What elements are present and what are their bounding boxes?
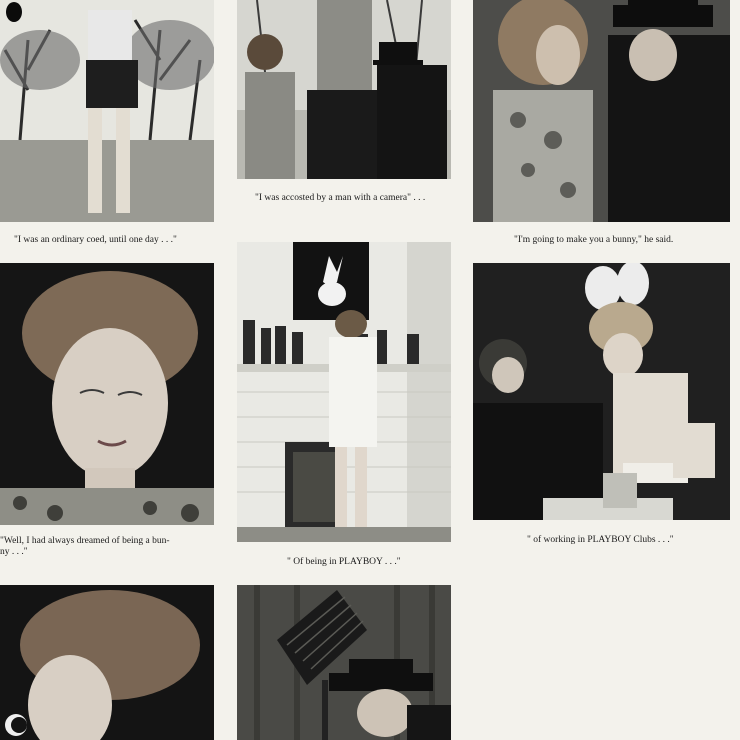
caption-bunny: "I'm going to make you a bunny," he said. [514,235,674,245]
photo-coed-in-park [0,0,214,222]
caption-accosted: "I was accosted by a man with a camera" . . . [255,193,426,203]
photo-accosted-by-photographer [237,0,451,179]
photo-bunny-promise [473,0,730,222]
photo-clubs-bunny [473,263,730,520]
caption-dreamed-line2: ny . . ." [0,547,28,557]
caption-playboy: " Of being in PLAYBOY . . ." [287,557,401,567]
photo-photographer-with-camera [237,585,451,740]
photo-profile-portrait [0,585,214,740]
caption-clubs: " of working in PLAYBOY Clubs . . ." [527,535,674,545]
photo-dreaming-portrait [0,263,214,525]
punch-hole [6,2,22,22]
photo-playboy-room [237,242,451,542]
caption-dreamed-line1: "Well, I had always dreamed of being a bun- [0,536,170,546]
caption-coed: "I was an ordinary coed, until one day . . ." [14,235,177,245]
